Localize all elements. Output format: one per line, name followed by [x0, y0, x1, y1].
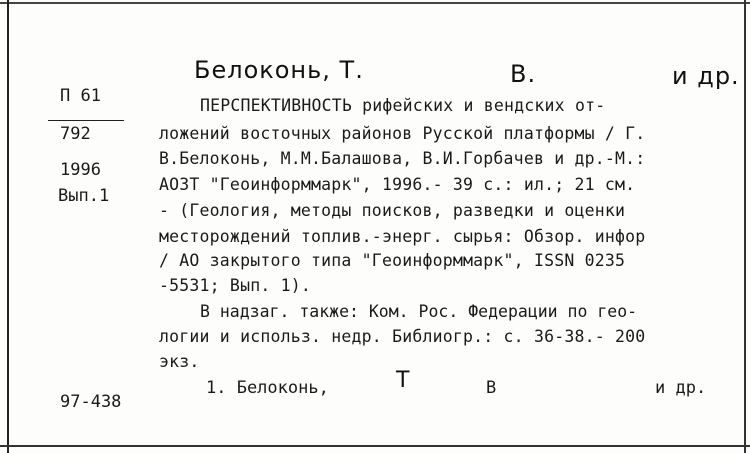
handwritten-initial: В. [510, 60, 537, 88]
body-line-5: - (Геология, методы поисков, разведки и оценки [159, 201, 626, 220]
body-line-6: месторождений топлив.-энерг. сырья: Обзор. инфор [159, 227, 646, 246]
body-line-4: АОЗТ "Геоинформмарк", 1996.- 39 с.: ил.; 21 см. [159, 175, 636, 194]
tracing-initial-v: В [486, 378, 497, 398]
card-right-edge [744, 0, 746, 453]
body-line-2: ложений восточных районов Русской платформы / Г. [159, 124, 646, 143]
tracing-suffix: и др. [655, 378, 707, 398]
shelfmark-code: П 61 [60, 86, 101, 106]
note-line-1: В надзаг. также: Ком. Рос. Федерации по гео- [200, 302, 638, 321]
shelfmark-divider [48, 120, 124, 121]
tracing-initial-t: Т [396, 368, 410, 393]
tracing-entry: 1. Белоконь, [206, 378, 329, 398]
note-line-3: экз. [159, 352, 200, 371]
handwritten-author: Белоконь, Т. [194, 56, 364, 84]
card-top-edge [0, 2, 750, 4]
accession-number: 97-438 [60, 392, 122, 412]
handwritten-suffix: и др. [672, 62, 740, 90]
shelfmark-year: 1996 [60, 160, 101, 180]
shelfmark-issue: Вып.1 [58, 186, 110, 206]
body-line-7: / АО закрытого типа "Геоинформмарк", ISSN 0235 [159, 251, 626, 270]
body-line-3: В.Белоконь, М.М.Балашова, В.И.Горбачев и др.-М.: [159, 149, 646, 168]
note-line-2: логии и использ. недр. Библиогр.: с. 36-38.- 200 [159, 327, 646, 346]
body-line-1: ПЕРСПЕКТИВНОСТЬ рифейских и вендских от- [200, 96, 606, 115]
card-bottom-edge [0, 445, 750, 447]
card-left-edge [7, 0, 9, 453]
body-line-8: -5531; Вып. 1). [159, 276, 312, 295]
shelfmark-number: 792 [60, 124, 91, 144]
